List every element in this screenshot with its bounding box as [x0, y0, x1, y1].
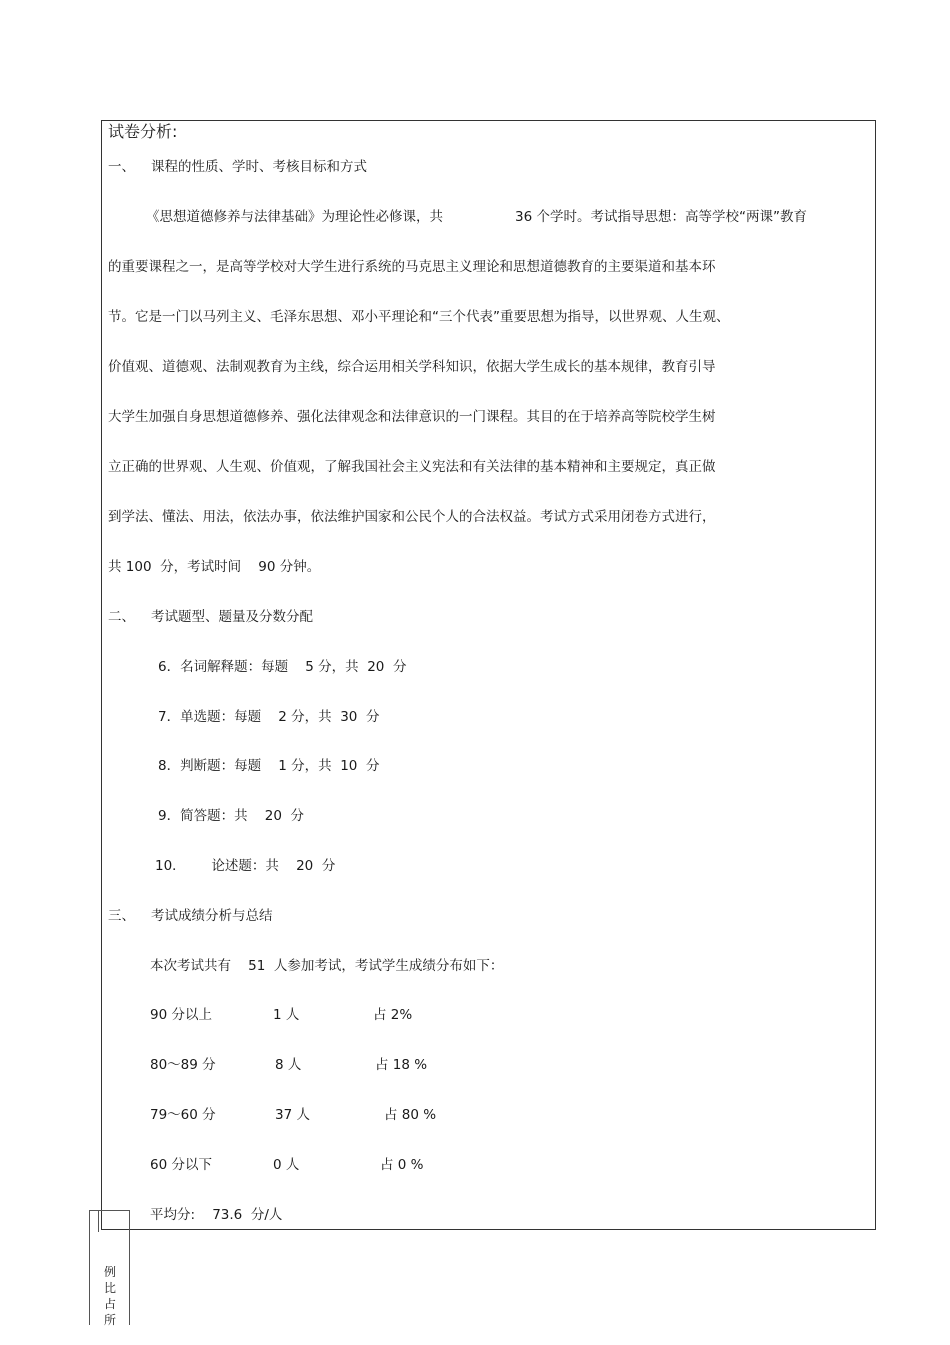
question-type-item: 8．判断题：每题 1 分，共 10 分	[158, 758, 380, 774]
section2-number: 二、	[108, 609, 135, 625]
grade-range: 60 分以下	[150, 1157, 212, 1173]
grade-range: 80～89 分	[150, 1057, 216, 1073]
grade-percent: 占 18 %	[375, 1057, 428, 1073]
section1-line: 共 100 分，考试时间 90 分钟。	[108, 559, 321, 575]
section1-line: 大学生加强自身思想道德修养、强化法律观念和法律意识的一门课程。其目的在于培养高等院校学生树	[108, 409, 716, 425]
question-type-item: 7．单选题：每题 2 分，共 30 分	[158, 709, 380, 725]
question-type-item: 6．名词解释题：每题 5 分，共 20 分	[158, 659, 407, 675]
question-type-item: 10． 论述题：共 20 分	[155, 858, 336, 874]
section1-line: 节。它是一门以马列主义、毛泽东思想、邓小平理论和“三个代表”重要思想为指导，以世界观、人生观、	[108, 309, 730, 325]
side-label-box	[89, 1210, 130, 1325]
section1-line: 立正确的世界观、人生观、价值观，了解我国社会主义宪法和有关法律的基本精神和主要规定，真正做	[108, 459, 716, 475]
side-box-tick	[98, 1210, 99, 1232]
section1-line: 《思想道德修养与法律基础》为理论性必修课，共	[146, 209, 443, 225]
grade-count: 8 人	[275, 1057, 302, 1073]
section1-line: 36 个学时。考试指导思想：高等学校“两课”教育	[515, 209, 807, 225]
section2-heading: 考试题型、题量及分数分配	[151, 609, 313, 625]
average-score: 平均分: 73.6 分/人	[150, 1207, 283, 1223]
section1-line: 到学法、懂法、用法，依法办事，依法维护国家和公民个人的合法权益。考试方式采用闭卷方式进行，	[108, 509, 716, 525]
question-type-item: 9．简答题：共 20 分	[158, 808, 305, 824]
analysis-frame	[101, 120, 876, 1230]
section3-number: 三、	[108, 908, 135, 924]
section1-line: 的重要课程之一，是高等学校对大学生进行系统的马克思主义理论和思想道德教育的主要渠道和基本环	[108, 259, 716, 275]
section1-number: 一、	[108, 159, 135, 175]
grade-count: 37 人	[275, 1107, 310, 1123]
grade-range: 79～60 分	[150, 1107, 216, 1123]
grade-count: 0 人	[273, 1157, 300, 1173]
grade-range: 90 分以上	[150, 1007, 212, 1023]
grade-percent: 占 0 %	[380, 1157, 424, 1173]
section3-heading: 考试成绩分析与总结	[151, 908, 273, 924]
section1-heading: 课程的性质、学时、考核目标和方式	[151, 159, 367, 175]
grade-percent: 占 80 %	[384, 1107, 437, 1123]
side-label: 例比占所	[103, 1265, 116, 1327]
grade-count: 1 人	[273, 1007, 300, 1023]
page-title: 试卷分析:	[108, 122, 178, 141]
grade-percent: 占 2%	[373, 1007, 413, 1023]
side-box-top-border	[90, 1210, 129, 1211]
exam-intro: 本次考试共有 51 人参加考试，考试学生成绩分布如下：	[150, 958, 504, 974]
section1-line: 价值观、道德观、法制观教育为主线，综合运用相关学科知识，依据大学生成长的基本规律，教育引导	[108, 359, 716, 375]
